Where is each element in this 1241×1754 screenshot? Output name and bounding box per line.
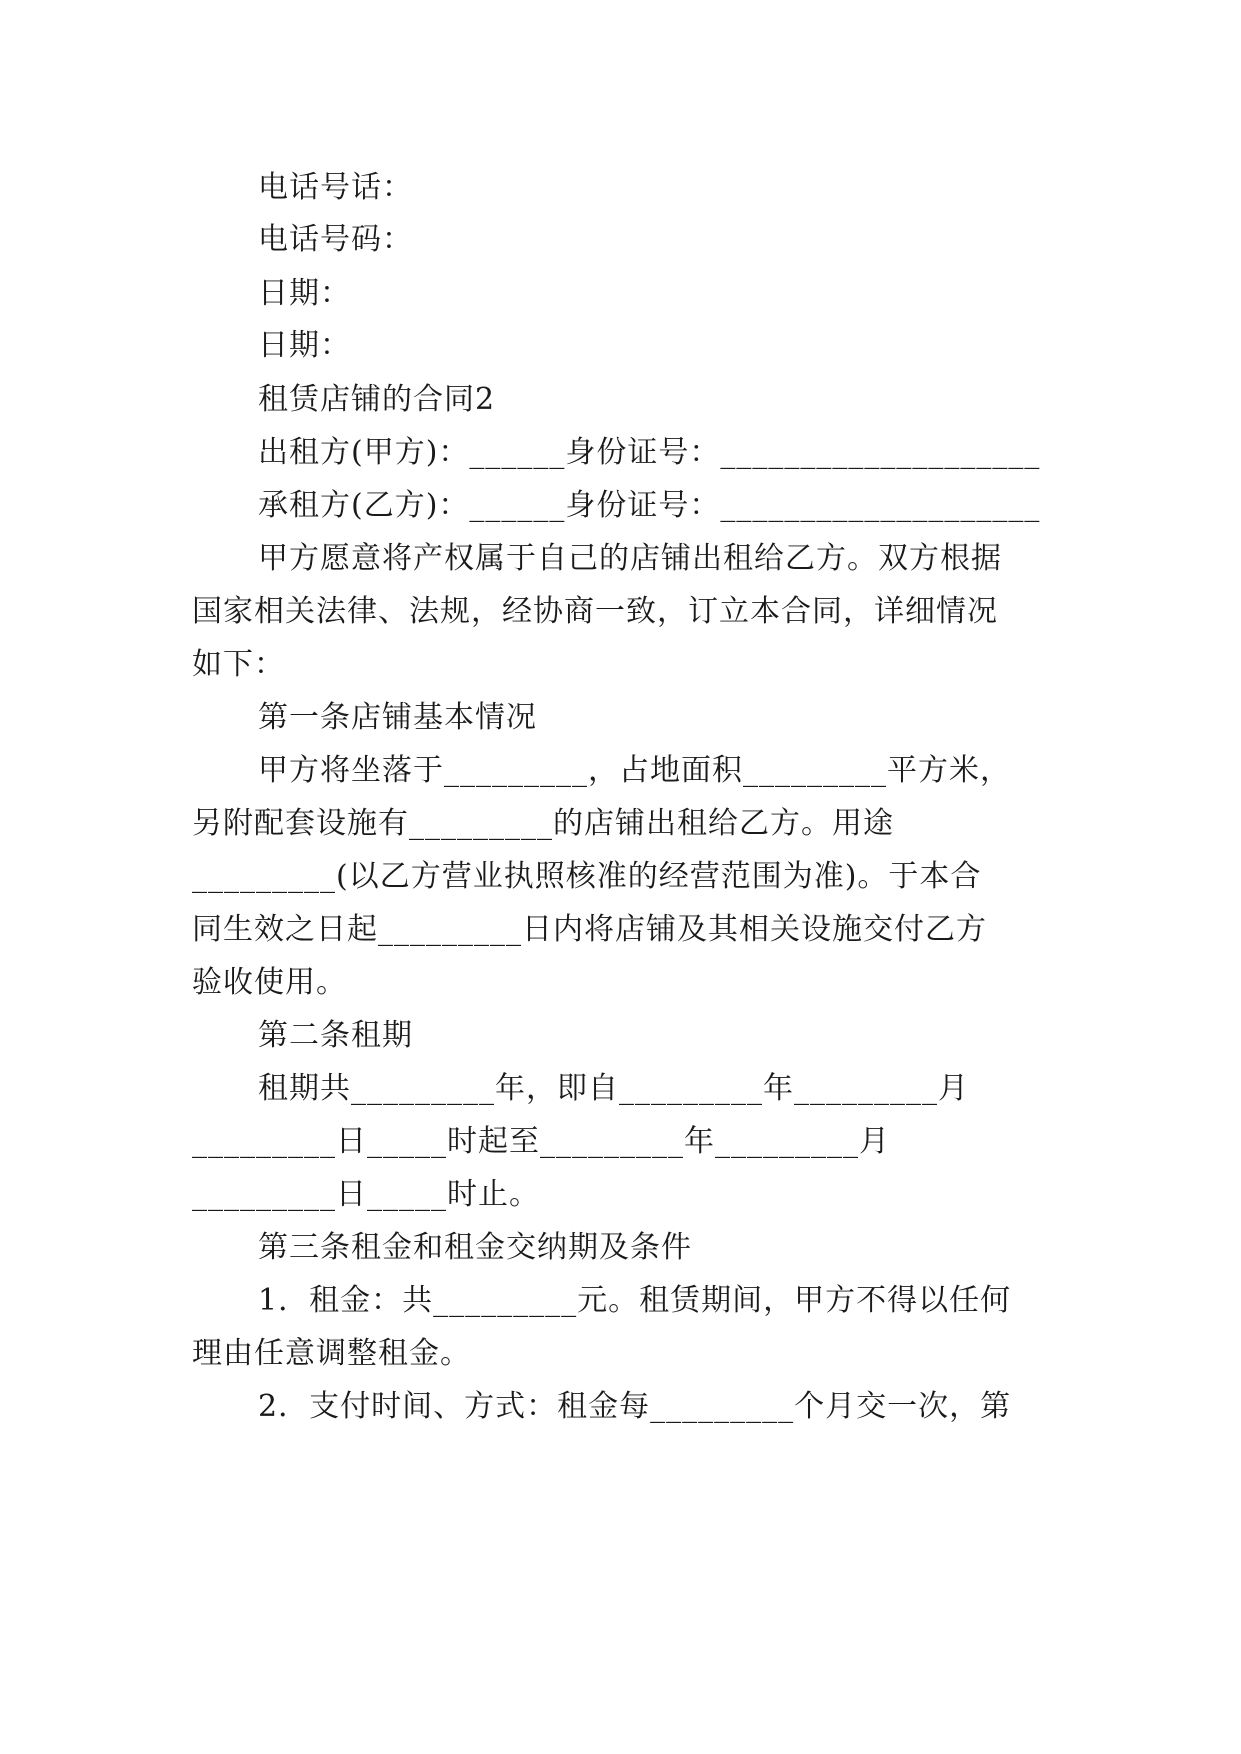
article-2-heading: 第二条租期 [258,1018,413,1053]
article-1-line: 甲方将坐落于_________，占地面积_________平方米， [258,753,1011,788]
phone-label-1: 电话号话： [258,170,413,205]
lessee-line: 承租方(乙方)：______身份证号：____________________ [258,488,1041,523]
article-1-heading: 第一条店铺基本情况 [258,700,537,735]
article-2-line: _________日_____时止。 [192,1177,540,1212]
contract-title: 租赁店铺的合同2 [258,382,496,417]
date-label-1: 日期： [258,276,351,311]
article-1-line: 另附配套设施有_________的店铺出租给乙方。用途 [192,806,894,841]
intro-paragraph-line: 甲方愿意将产权属于自己的店铺出租给乙方。双方根据 [258,541,1002,576]
article-1-line: _________(以乙方营业执照核准的经营范围为准)。于本合 [192,859,982,894]
article-1-line: 验收使用。 [192,965,347,1000]
article-3-line: 理由任意调整租金。 [192,1336,471,1371]
article-2-line: _________日_____时起至_________年_________月 [192,1124,890,1159]
article-3-line: 2．支付时间、方式：租金每_________个月交一次，第 [258,1389,1012,1424]
article-2-line: 租期共_________年，即自_________年_________月 [258,1071,969,1106]
phone-label-2: 电话号码： [258,222,413,257]
lessor-line: 出租方(甲方)：______身份证号：____________________ [258,435,1041,470]
intro-paragraph-line: 国家相关法律、法规，经协商一致，订立本合同，详细情况 [192,594,998,629]
article-1-line: 同生效之日起_________日内将店铺及其相关设施交付乙方 [192,912,987,947]
article-3-line: 1．租金：共_________元。租赁期间，甲方不得以任何 [258,1283,1012,1318]
date-label-2: 日期： [258,328,351,363]
intro-paragraph-line: 如下： [192,647,285,682]
article-3-heading: 第三条租金和租金交纳期及条件 [258,1230,692,1265]
